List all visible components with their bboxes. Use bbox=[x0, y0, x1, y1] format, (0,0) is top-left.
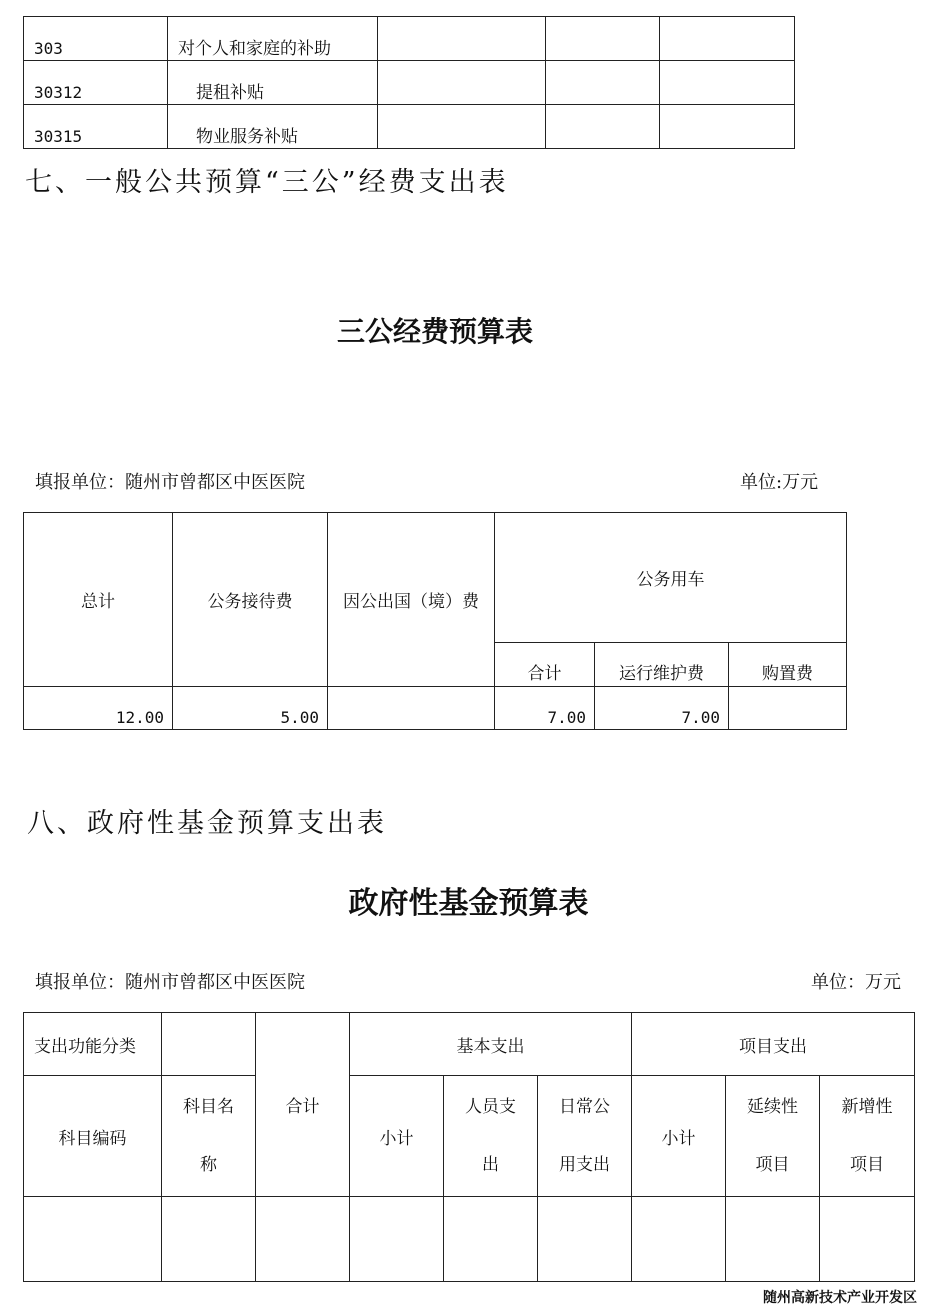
header-name-line2: 称 bbox=[200, 1155, 217, 1175]
table-cell bbox=[444, 1197, 538, 1282]
table-header-row bbox=[24, 1013, 915, 1076]
table-cell bbox=[726, 1197, 820, 1282]
table-row bbox=[24, 17, 795, 61]
table-row bbox=[24, 1197, 915, 1282]
header-code: 科目编码 bbox=[24, 1076, 162, 1197]
value-reception: 5.00 bbox=[173, 687, 328, 730]
header-continuing-line1: 延续性 bbox=[747, 1097, 798, 1117]
table-cell-code: 30312 bbox=[24, 61, 168, 105]
section-heading-8: 八、政府性基金预算支出表 bbox=[27, 808, 387, 839]
header-blank bbox=[162, 1013, 256, 1076]
header-new-line2: 项目 bbox=[850, 1155, 884, 1175]
value-vehicle-maintenance: 7.00 bbox=[595, 687, 729, 730]
table-row bbox=[24, 61, 795, 105]
table-cell bbox=[820, 1197, 915, 1282]
header-daily bbox=[538, 1076, 632, 1197]
table-cell-name: 物业服务补贴 bbox=[168, 105, 378, 149]
header-total: 总计 bbox=[24, 513, 173, 687]
header-new-line1: 新增性 bbox=[841, 1097, 893, 1117]
reporting-unit: 填报单位：随州市曾都区中医医院 bbox=[35, 472, 305, 493]
footer-watermark: 随州高新技术产业开发区 bbox=[763, 1290, 917, 1306]
header-vehicle: 公务用车 bbox=[495, 513, 847, 643]
header-project: 项目支出 bbox=[632, 1013, 915, 1076]
table-cell bbox=[660, 61, 795, 105]
unit-label: 单位:万元 bbox=[740, 472, 819, 493]
section-heading-7: 七、一般公共预算“三公”经费支出表 bbox=[25, 167, 509, 198]
header-vehicle-total: 合计 bbox=[495, 643, 595, 687]
table-cell bbox=[660, 17, 795, 61]
table-cell-name: 对个人和家庭的补助 bbox=[168, 17, 378, 61]
table-cell bbox=[538, 1197, 632, 1282]
table-row bbox=[24, 105, 795, 149]
gov-fund-budget-table bbox=[23, 1012, 915, 1282]
header-personnel-line2: 出 bbox=[482, 1155, 499, 1175]
header-func-class: 支出功能分类 bbox=[24, 1013, 162, 1076]
header-daily-line2: 用支出 bbox=[559, 1155, 610, 1175]
table-cell-code: 303 bbox=[24, 17, 168, 61]
header-daily-line1: 日常公 bbox=[559, 1097, 610, 1117]
table-cell bbox=[350, 1197, 444, 1282]
value-vehicle-total: 7.00 bbox=[495, 687, 595, 730]
header-name-line1: 科目名 bbox=[183, 1097, 234, 1117]
table-header-row bbox=[24, 513, 847, 643]
table-cell bbox=[632, 1197, 726, 1282]
value-abroad bbox=[328, 687, 495, 730]
header-personnel-line1: 人员支 bbox=[465, 1097, 516, 1117]
header-reception: 公务接待费 bbox=[173, 513, 328, 687]
table-cell bbox=[256, 1197, 350, 1282]
table-row bbox=[24, 687, 847, 730]
table-cell-code: 30315 bbox=[24, 105, 168, 149]
table-cell bbox=[378, 17, 546, 61]
table-cell bbox=[162, 1197, 256, 1282]
header-new bbox=[820, 1076, 915, 1197]
header-basic-subtotal: 小计 bbox=[350, 1076, 444, 1197]
expense-table-continued bbox=[23, 16, 795, 149]
header-project-subtotal: 小计 bbox=[632, 1076, 726, 1197]
header-vehicle-purchase: 购置费 bbox=[729, 643, 847, 687]
three-public-expense-table bbox=[23, 512, 847, 730]
header-vehicle-maintenance: 运行维护费 bbox=[595, 643, 729, 687]
header-name bbox=[162, 1076, 256, 1197]
table-cell bbox=[546, 17, 660, 61]
table-cell-name: 提租补贴 bbox=[168, 61, 378, 105]
header-personnel bbox=[444, 1076, 538, 1197]
table-cell bbox=[546, 61, 660, 105]
table-title-three-public: 三公经费预算表 bbox=[336, 315, 533, 348]
value-total: 12.00 bbox=[24, 687, 173, 730]
header-abroad: 因公出国（境）费 bbox=[328, 513, 495, 687]
table-cell bbox=[378, 61, 546, 105]
table-cell bbox=[24, 1197, 162, 1282]
header-continuing bbox=[726, 1076, 820, 1197]
table-cell bbox=[660, 105, 795, 149]
header-total: 合计 bbox=[256, 1013, 350, 1197]
table-cell bbox=[546, 105, 660, 149]
table-header-row bbox=[24, 1076, 915, 1197]
value-vehicle-purchase bbox=[729, 687, 847, 730]
table-title-gov-fund: 政府性基金预算表 bbox=[348, 886, 589, 921]
header-basic: 基本支出 bbox=[350, 1013, 632, 1076]
table-cell bbox=[378, 105, 546, 149]
reporting-unit: 填报单位：随州市曾都区中医医院 bbox=[35, 972, 305, 993]
unit-label: 单位：万元 bbox=[811, 972, 901, 993]
header-continuing-line2: 项目 bbox=[755, 1155, 790, 1175]
